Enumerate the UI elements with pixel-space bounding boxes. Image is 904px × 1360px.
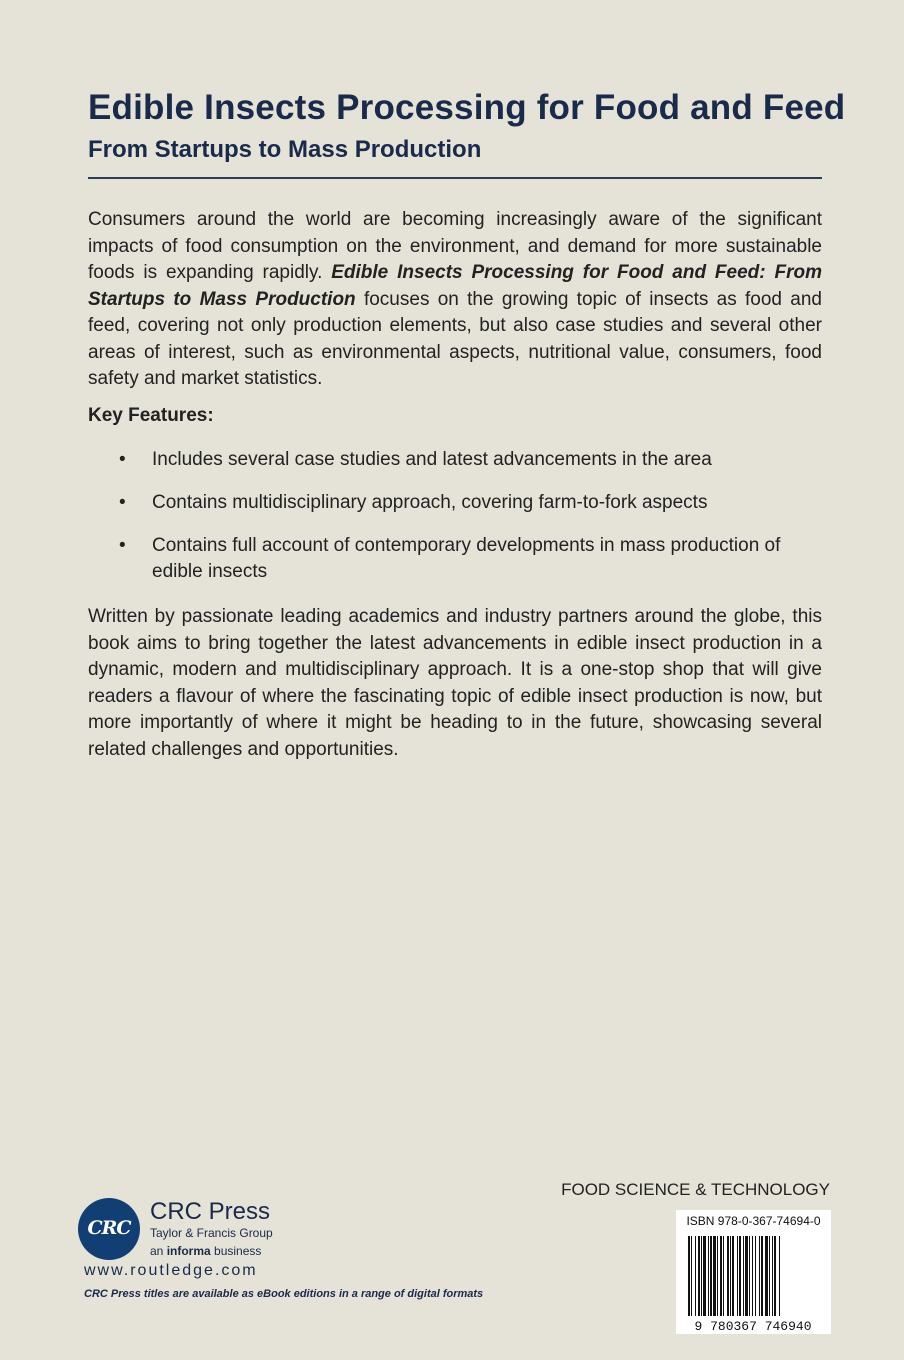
publisher-group: Taylor & Francis Group xyxy=(150,1226,273,1240)
barcode-bar xyxy=(710,1236,712,1316)
closing-paragraph: Written by passionate leading academics and industry partners around the globe, this book aims to bring together the latest advancements in edible insect production in a dynamic, modern and multidisciplinary approach. It is a one-stop shop that will give readers a flavour of where the fascinating topic of edible insect production is now, but more importantly of where it might be heading to in the future, showcasing several related challenges and opportunities. xyxy=(88,606,822,760)
barcode-bar xyxy=(695,1236,696,1316)
book-subtitle: From Startups to Mass Production xyxy=(88,136,482,163)
bullet-icon: • xyxy=(119,449,126,470)
barcode-bar xyxy=(698,1236,700,1316)
series-label: FOOD SCIENCE & TECHNOLOGY xyxy=(561,1180,830,1199)
barcode-bar xyxy=(759,1236,760,1316)
barcode-bar xyxy=(745,1236,748,1316)
barcode-bar xyxy=(717,1236,718,1316)
title-divider xyxy=(88,177,822,179)
barcode-bar xyxy=(752,1236,753,1316)
key-features-list xyxy=(88,447,822,602)
feature-item xyxy=(88,533,822,585)
barcode-digits: 9 780367 746940 xyxy=(694,1319,812,1334)
barcode-bar xyxy=(774,1236,776,1316)
barcode-bar xyxy=(708,1236,709,1316)
bullet-icon: • xyxy=(119,492,126,513)
barcode-bar xyxy=(737,1236,738,1316)
logo-mark: CRC xyxy=(87,1217,131,1239)
book-title: Edible Insects Processing for Food and Feed xyxy=(88,88,846,127)
barcode-bar xyxy=(761,1236,763,1316)
barcode-bars xyxy=(676,1234,831,1334)
feature-text: Includes several case studies and latest advancements in the area xyxy=(152,449,712,470)
barcode xyxy=(676,1210,831,1334)
ebook-note: CRC Press titles are available as eBook editions in a range of digital formats xyxy=(84,1288,484,1300)
intro-text-start: Consumers around the world are becoming increasingly aware of the significant impacts of food consumption on the environment, and demand for more sustainable foods is expanding rapidly. xyxy=(88,209,822,283)
intro-emphasis: Edible Insects Processing for Food and Feed: From Startups to Mass Production xyxy=(88,262,822,310)
intro-text-end: focuses on the growing topic of insects as food and feed, covering not only production elements, but also case studies and several other areas of interest, such as environmental aspects, nutritional value, consumers, food safety and market statistics. xyxy=(88,288,822,389)
barcode-bar xyxy=(688,1236,690,1316)
publisher-tagline xyxy=(150,1244,261,1258)
barcode-bar xyxy=(713,1236,716,1316)
crc-logo-icon xyxy=(78,1198,140,1260)
barcode-bar xyxy=(739,1236,741,1316)
publisher-name: CRC Press xyxy=(150,1198,271,1225)
tagline-prefix: an xyxy=(150,1244,167,1258)
intro-paragraph xyxy=(88,207,822,393)
key-features-heading: Key Features: xyxy=(88,405,214,426)
barcode-bar xyxy=(723,1236,724,1316)
tagline-bold: informa xyxy=(166,1244,211,1258)
barcode-bar xyxy=(749,1236,750,1316)
feature-text: Contains full account of contemporary developments in mass production of edible insects xyxy=(152,535,781,582)
barcode-bar xyxy=(701,1236,702,1316)
barcode-bar xyxy=(769,1236,770,1316)
barcode-bar xyxy=(765,1236,768,1316)
barcode-bar xyxy=(732,1236,734,1316)
barcode-bar xyxy=(727,1236,729,1316)
barcode-bar xyxy=(779,1236,780,1316)
barcode-bar xyxy=(691,1236,692,1316)
barcode-bar xyxy=(743,1236,744,1316)
feature-text: Contains multidisciplinary approach, covering farm-to-fork aspects xyxy=(152,492,708,513)
tagline-suffix: business xyxy=(210,1244,262,1258)
feature-item xyxy=(88,490,822,516)
barcode-bar xyxy=(703,1236,706,1316)
isbn-label: ISBN 978-0-367-74694-0 xyxy=(686,1214,821,1228)
feature-item xyxy=(88,447,822,473)
barcode-bar xyxy=(772,1236,773,1316)
barcode-bar xyxy=(755,1236,756,1316)
website-link[interactable]: www.routledge.com xyxy=(84,1262,258,1279)
barcode-bar xyxy=(720,1236,722,1316)
bullet-icon: • xyxy=(119,535,126,556)
barcode-bar xyxy=(730,1236,731,1316)
